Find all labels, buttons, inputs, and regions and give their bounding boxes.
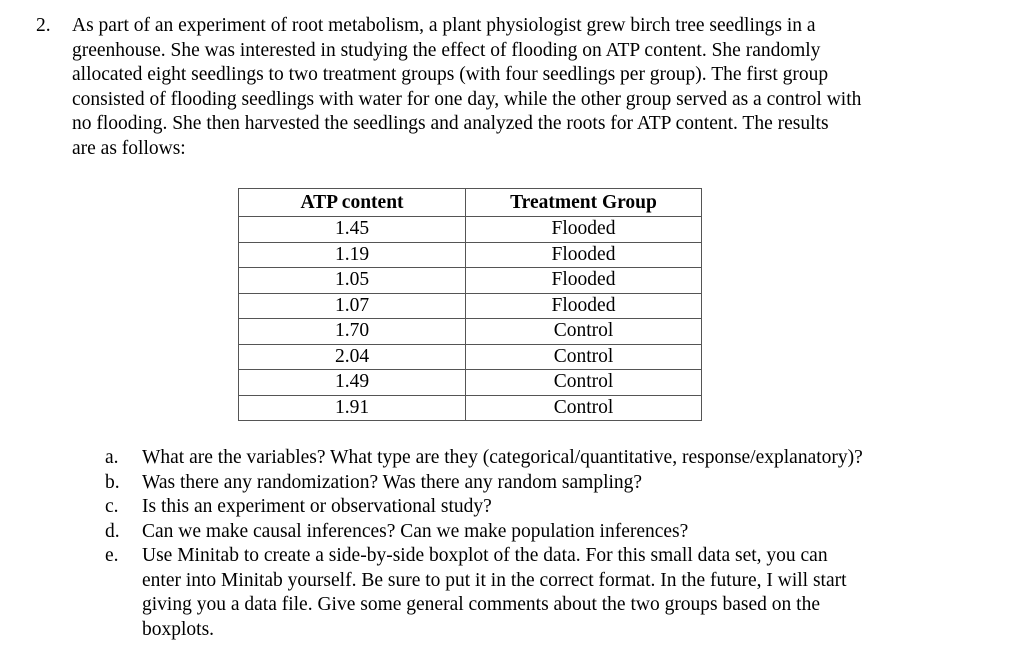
table-row xyxy=(239,293,702,319)
atp-value-cell: 1.05 xyxy=(239,268,466,294)
prompt-line: allocated eight seedlings to two treatment groups (with four seedlings per group). The first group xyxy=(72,64,829,85)
group-cell: Flooded xyxy=(466,268,702,294)
subquestion-c xyxy=(100,495,960,520)
table-row xyxy=(239,395,702,421)
header-atp-content: ATP content xyxy=(239,189,466,217)
atp-value-cell: 1.70 xyxy=(239,319,466,345)
subquestion-e xyxy=(100,544,960,642)
atp-value-cell: 1.07 xyxy=(239,293,466,319)
subquestion-text: enter into Minitab yourself. Be sure to put it in the correct format. In the future, I will start xyxy=(142,569,847,591)
prompt-line: greenhouse. She was interested in studying the effect of flooding on ATP content. She randomly xyxy=(72,39,821,61)
prompt-line: no flooding. She then harvested the seedlings and analyzed the roots for ATP content. The results xyxy=(72,113,829,134)
subquestion-d xyxy=(100,520,960,545)
subquestion-text: What are the variables? What type are they (categorical/quantitative, response/explanatory)? xyxy=(142,447,863,468)
subquestion-marker: a. xyxy=(105,447,119,468)
subquestion-text: Use Minitab to create a side-by-side boxplot of the data. For this small data set, you can xyxy=(142,545,828,566)
subquestion-list xyxy=(100,446,960,642)
question-prompt xyxy=(72,14,977,161)
subquestion-b xyxy=(100,471,960,496)
atp-value-cell: 1.49 xyxy=(239,370,466,396)
group-cell: Control xyxy=(466,344,702,370)
group-cell: Flooded xyxy=(466,217,702,243)
table-row xyxy=(239,370,702,396)
prompt-line: consisted of flooding seedlings with water for one day, while the other group served as a control with xyxy=(72,88,862,110)
table-row xyxy=(239,319,702,345)
table-row xyxy=(239,242,702,268)
group-cell: Control xyxy=(466,319,702,345)
atp-value-cell: 1.19 xyxy=(239,242,466,268)
table-row xyxy=(239,217,702,243)
prompt-line: As part of an experiment of root metabolism, a plant physiologist grew birch tree seedlings in a xyxy=(72,15,816,36)
subquestion-marker: b. xyxy=(105,471,120,493)
header-treatment-group: Treatment Group xyxy=(466,189,702,217)
subquestion-text: Is this an experiment or observational study? xyxy=(142,496,492,517)
table-row xyxy=(239,344,702,370)
atp-value-cell: 1.91 xyxy=(239,395,466,421)
subquestion-marker: d. xyxy=(105,520,120,542)
group-cell: Control xyxy=(466,370,702,396)
subquestion-text: Can we make causal inferences? Can we make population inferences? xyxy=(142,520,689,542)
subquestion-a xyxy=(100,446,960,471)
subquestion-text: boxplots. xyxy=(142,618,215,640)
table-header-row xyxy=(239,189,702,217)
subquestion-text: Was there any randomization? Was there any random sampling? xyxy=(142,471,643,493)
subquestion-marker: c. xyxy=(105,496,119,517)
prompt-line: are as follows: xyxy=(72,137,186,159)
subquestion-text: giving you a data file. Give some general comments about the two groups based on the xyxy=(142,594,820,615)
group-cell: Flooded xyxy=(466,242,702,268)
atp-value-cell: 1.45 xyxy=(239,217,466,243)
question-number: 2. xyxy=(36,15,51,36)
subquestion-marker: e. xyxy=(105,545,119,566)
group-cell: Control xyxy=(466,395,702,421)
atp-data-table xyxy=(238,188,702,421)
table-row xyxy=(239,268,702,294)
atp-value-cell: 2.04 xyxy=(239,344,466,370)
group-cell: Flooded xyxy=(466,293,702,319)
